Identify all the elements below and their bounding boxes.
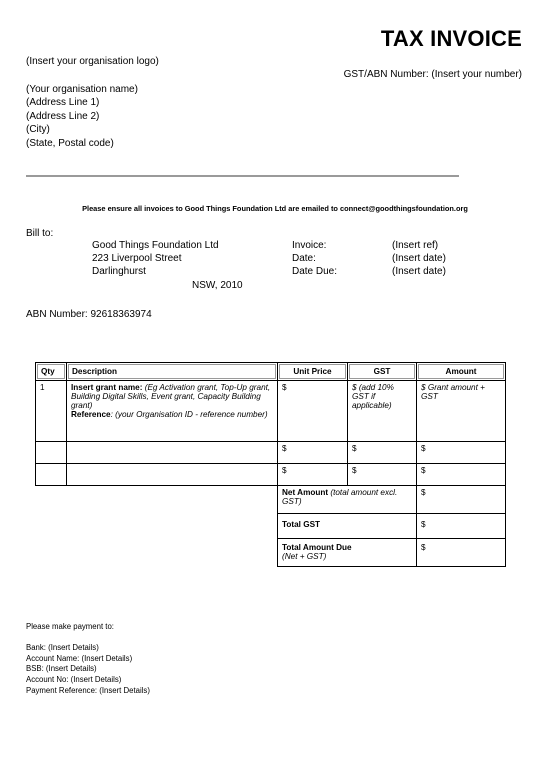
- row2-unit-price: $: [278, 442, 348, 464]
- total-gst-row: [36, 514, 506, 539]
- net-amount-label-cell: [278, 486, 417, 514]
- payment-intro: Please make payment to:: [26, 622, 114, 631]
- table-header-row: [36, 363, 506, 381]
- address-city: (City): [26, 124, 50, 136]
- header-amount-cell: [417, 363, 506, 381]
- due-date-value: (Insert date): [392, 266, 446, 277]
- bill-to-name: Good Things Foundation Ltd: [92, 240, 219, 251]
- gst-abn-number: GST/ABN Number: (Insert your number): [343, 69, 522, 80]
- payment-account-name: Account Name: (Insert Details): [26, 653, 133, 663]
- bill-to-suburb: Darlinghurst: [92, 266, 146, 277]
- row2-qty: [36, 442, 67, 464]
- total-gst-label: Total GST: [278, 514, 417, 539]
- row3-qty: [36, 464, 67, 486]
- header-gst: GST: [349, 364, 415, 379]
- total-due-row: [36, 539, 506, 567]
- row1-qty: 1: [36, 381, 67, 442]
- net-amount-label: Net Amount: [282, 488, 329, 497]
- table-row: [36, 442, 506, 464]
- row1-gst: $ (add 10% GST if applicable): [348, 381, 417, 442]
- net-amount-value: $: [417, 486, 506, 514]
- row2-description: [67, 442, 278, 464]
- header-gst-cell: [348, 363, 417, 381]
- total-due-label-cell: [278, 539, 417, 567]
- grant-name-label: Insert grant name:: [71, 383, 143, 392]
- table-row: [36, 464, 506, 486]
- header-amount: Amount: [418, 364, 504, 379]
- header-unit-price: Unit Price: [279, 364, 346, 379]
- header-qty-cell: [36, 363, 67, 381]
- total-due-label: Total Amount Due: [282, 543, 352, 552]
- grant-name-value: (Eg Activation grant, Top-Up grant, Building Digital Skills, Event grant, Capacity Building grant): [71, 383, 271, 410]
- header-description: Description: [68, 364, 276, 379]
- header-divider: [26, 175, 459, 177]
- payment-account-no: Account No: (Insert Details): [26, 674, 122, 684]
- invoice-date-label: Date:: [292, 253, 316, 264]
- header-unit-price-cell: [278, 363, 348, 381]
- row3-gst: $: [348, 464, 417, 486]
- reference-label: Reference: [71, 410, 111, 419]
- net-amount-row: [36, 486, 506, 514]
- row2-gst: $: [348, 442, 417, 464]
- row2-amount: $: [417, 442, 506, 464]
- payment-bsb: BSB: (Insert Details): [26, 664, 97, 674]
- invoice-title: TAX INVOICE: [380, 26, 522, 51]
- row1-unit-price: $: [278, 381, 348, 442]
- payment-bank: Bank: (Insert Details): [26, 643, 99, 653]
- total-due-value: $: [417, 539, 506, 567]
- abn-number: ABN Number: 92618363974: [26, 309, 152, 320]
- address-line-2: (Address Line 2): [26, 110, 100, 122]
- reference-value: : (your Organisation ID - reference number): [110, 410, 268, 419]
- payment-details: [26, 622, 150, 696]
- row3-amount: $: [417, 464, 506, 486]
- total-gst-value: $: [417, 514, 506, 539]
- row3-unit-price: $: [278, 464, 348, 486]
- due-date-label: Date Due:: [292, 266, 338, 277]
- organisation-address: [26, 83, 138, 150]
- email-notice: Please ensure all invoices to Good Things Foundation Ltd are emailed to connect@goodthingsfoundation.org: [82, 204, 468, 213]
- bill-to-street: 223 Liverpool Street: [92, 253, 182, 264]
- header-qty: Qty: [37, 364, 65, 379]
- row1-description: [67, 381, 278, 442]
- invoice-date-value: (Insert date): [392, 253, 446, 264]
- payment-reference: Payment Reference: (Insert Details): [26, 685, 150, 695]
- invoice-ref-value: (Insert ref): [392, 240, 439, 251]
- table-row: [36, 381, 506, 442]
- row1-amount: $ Grant amount + GST: [417, 381, 506, 442]
- row3-description: [67, 464, 278, 486]
- total-due-note: (Net + GST): [282, 552, 327, 561]
- logo-placeholder: (Insert your organisation logo): [26, 56, 159, 67]
- bill-to-state-postcode: NSW, 2010: [192, 280, 243, 291]
- invoice-ref-label: Invoice:: [292, 240, 327, 251]
- organisation-name: (Your organisation name): [26, 84, 138, 95]
- bill-to-label: Bill to:: [26, 228, 54, 239]
- net-amount-note: (total amount excl. GST): [282, 488, 398, 506]
- header-description-cell: [67, 363, 278, 381]
- address-line-1: (Address Line 1): [26, 97, 100, 109]
- invoice-table: [35, 362, 506, 567]
- address-state-postcode: (State, Postal code): [26, 137, 114, 149]
